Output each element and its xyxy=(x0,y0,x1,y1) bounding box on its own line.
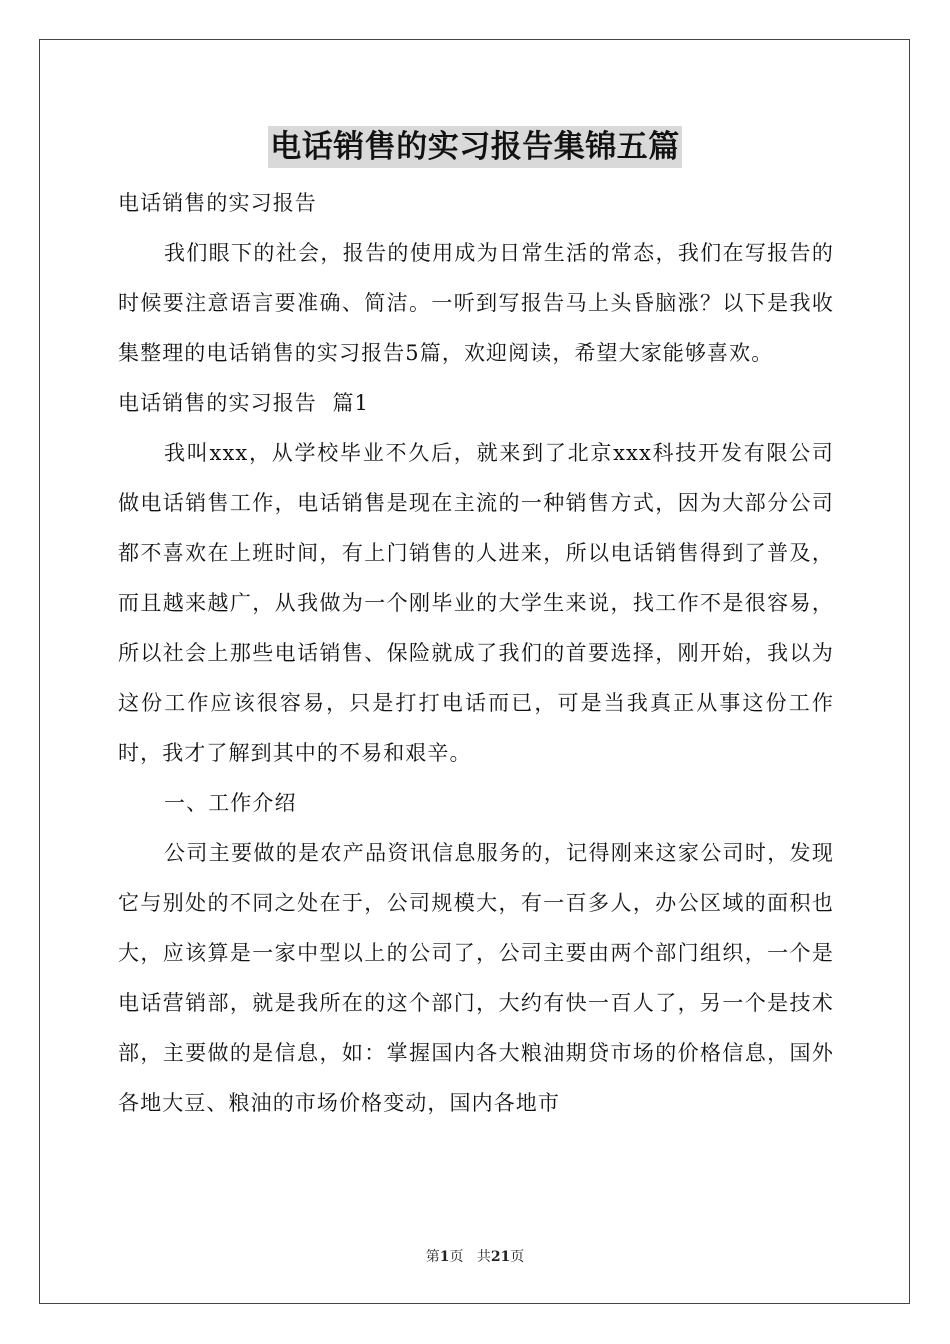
section-heading: 电话销售的实习报告 篇1 xyxy=(118,391,370,415)
footer-page-prefix: 第 xyxy=(425,1249,440,1265)
body-paragraph-2: 公司主要做的是农产品资讯信息服务的，记得刚来这家公司时，发现它与别处的不同之处在于，公司规模大，有一百多人，办公区域的面积也大，应该算是一家中型以上的公司了，公司主要由两个部门组织，一个是电话营销部，就是我所在的这个部门，大约有快一百人了，另一个是技术部，主要做的是信息，如：掌握国内各大粮油期贷市场的价格信息，国外各地大豆、粮油的市场价格变动，国内各地市 xyxy=(118,841,834,1115)
footer-page-number: 1 xyxy=(439,1249,450,1265)
intro-paragraph: 我们眼下的社会，报告的使用成为日常生活的常态，我们在写报告的时候要注意语言要准确、简洁。一听到写报告马上头昏脑涨？以下是我收集整理的电话销售的实习报告5篇，欢迎阅读，希望大家能够喜欢。 xyxy=(118,241,834,365)
document-body xyxy=(118,178,834,1128)
body-paragraph-1: 我叫xxx，从学校毕业不久后，就来到了北京xxx科技开发有限公司做电话销售工作，电话销售是现在主流的一种销售方式，因为大部分公司都不喜欢在上班时间，有上门销售的人进来，所以电话销售得到了普及，而且越来越广，从我做为一个刚毕业的大学生来说，找工作不是很容易，所以社会上那些电话销售、保险就成了我们的首要选择，刚开始，我以为这份工作应该很容易，只是打打电话而已，可是当我真正从事这份工作时，我才了解到其中的不易和艰辛。 xyxy=(118,441,834,765)
document-subtitle: 电话销售的实习报告 xyxy=(118,191,317,215)
page-footer xyxy=(0,1246,950,1266)
subheading-work-intro: 一、工作介绍 xyxy=(164,791,297,815)
footer-total-prefix: 共 xyxy=(476,1249,491,1265)
footer-total-suffix: 页 xyxy=(510,1249,525,1265)
footer-page-suffix: 页 xyxy=(449,1249,464,1265)
footer-total-pages: 21 xyxy=(490,1249,511,1265)
title-container xyxy=(0,126,950,168)
document-title: 电话销售的实习报告集锦五篇 xyxy=(268,126,682,168)
